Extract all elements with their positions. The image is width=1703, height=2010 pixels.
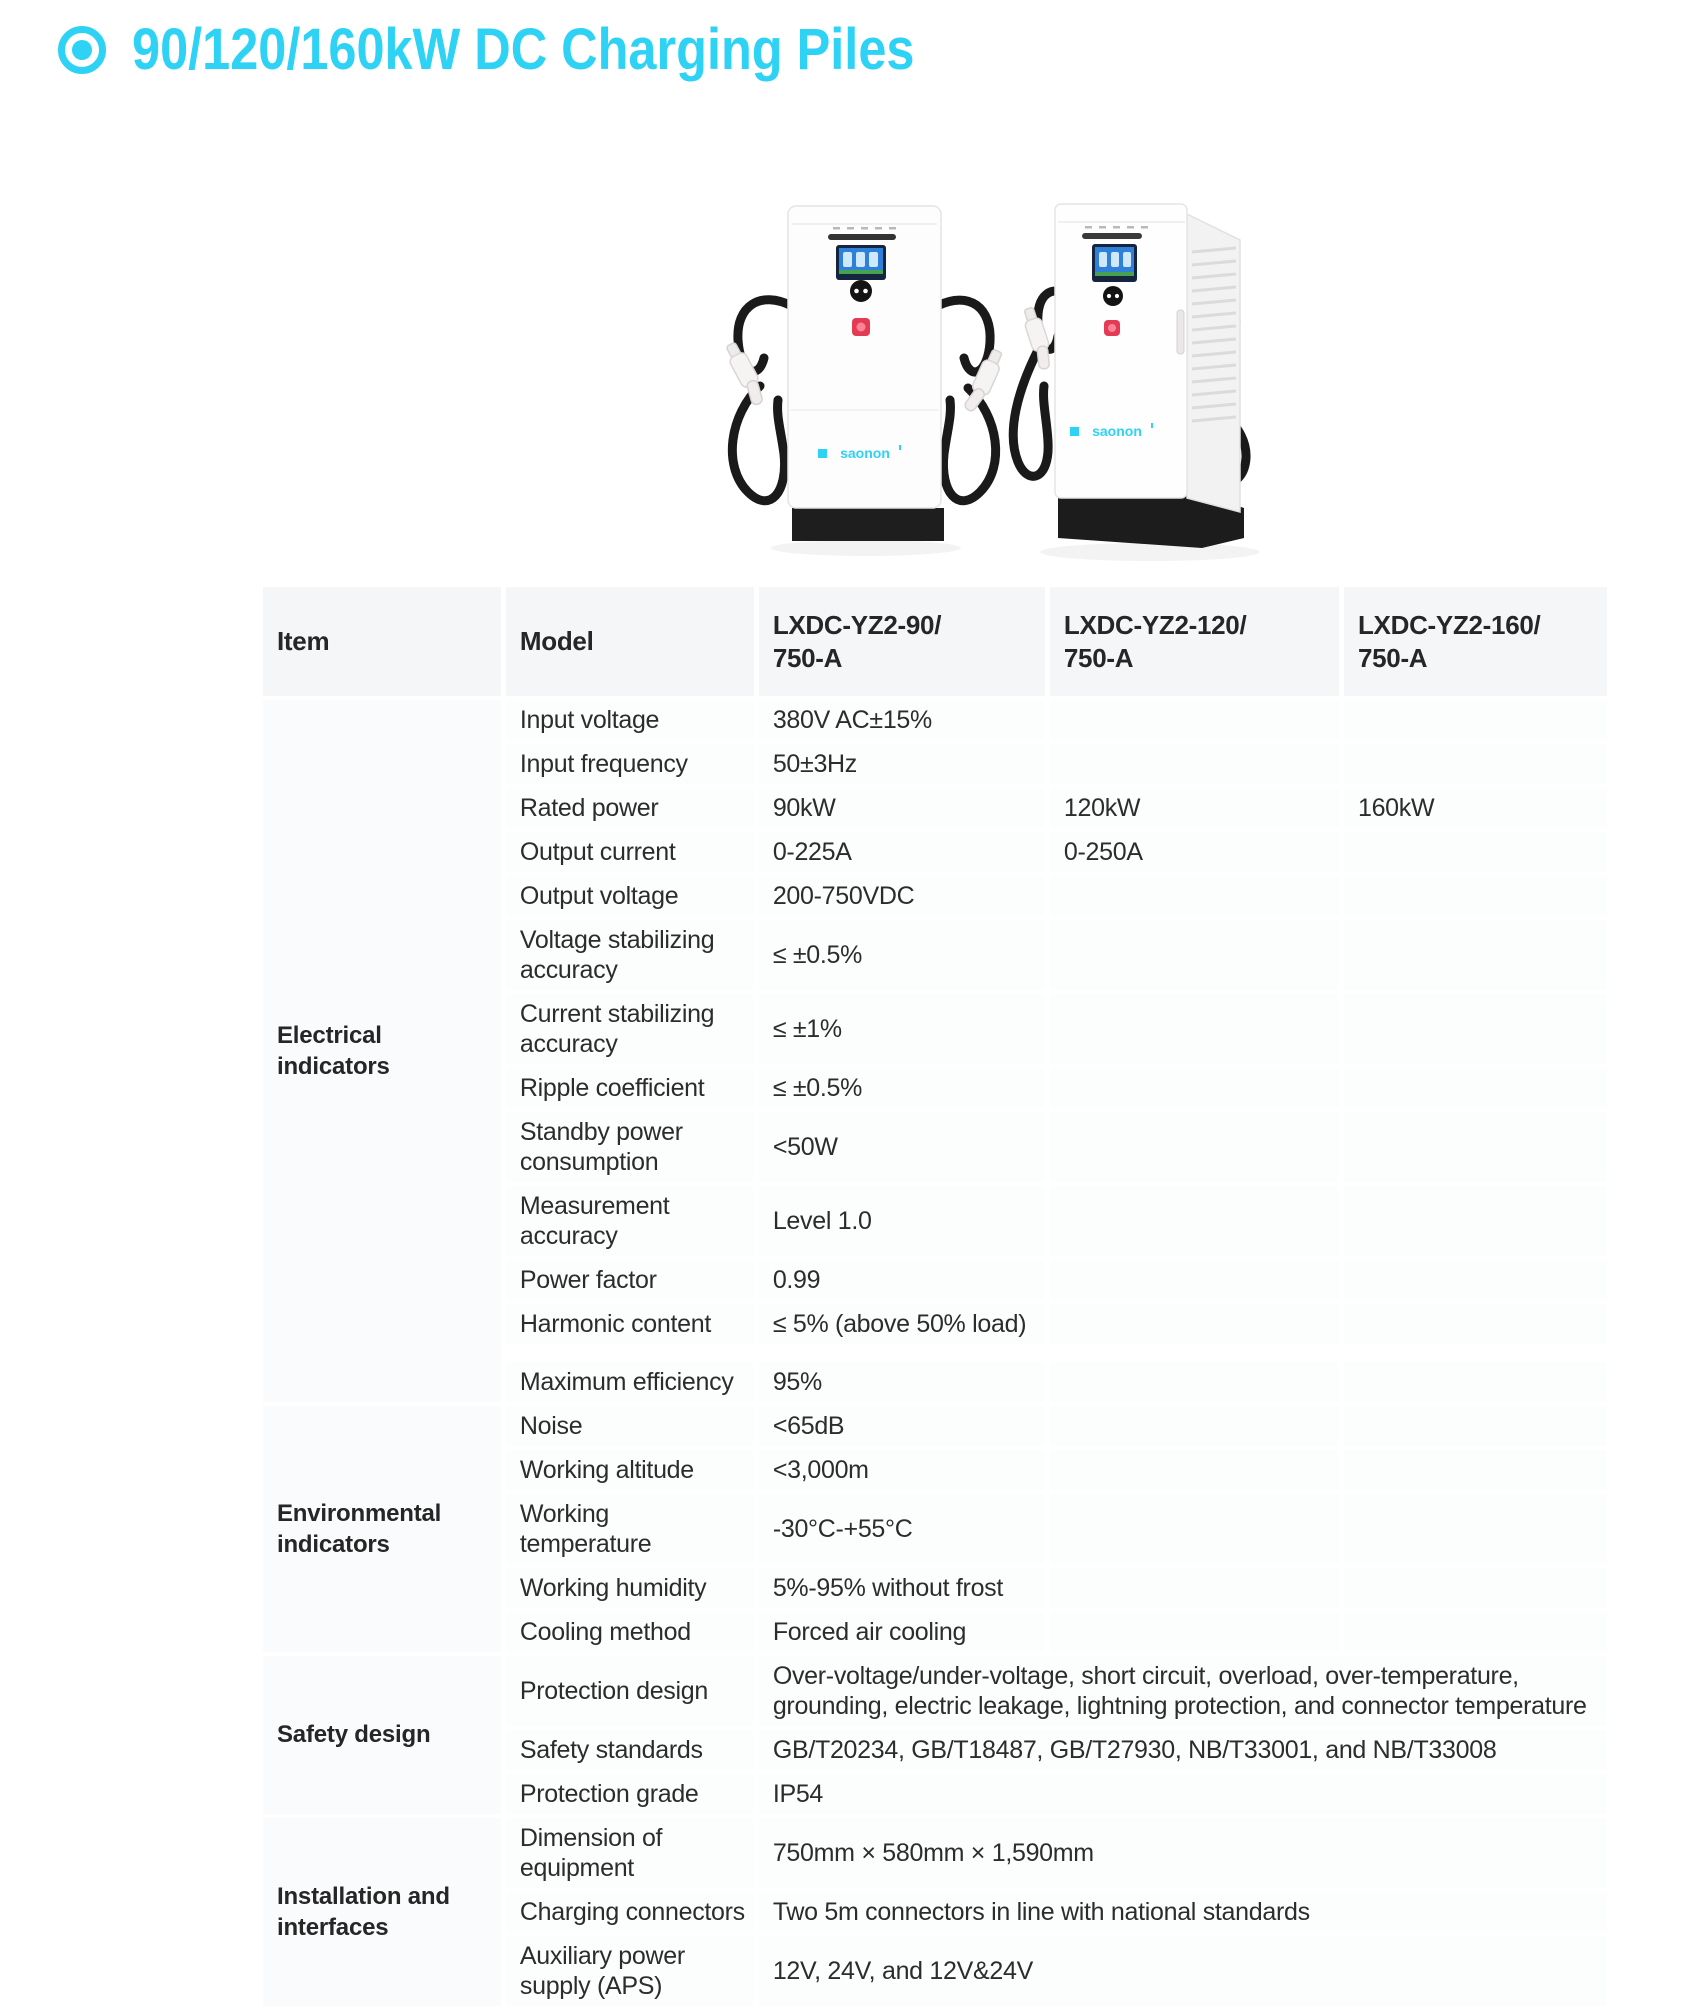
value-cell bbox=[1344, 1494, 1607, 1564]
value-cell bbox=[1344, 1186, 1607, 1256]
param-cell: Ripple coefficient bbox=[506, 1068, 754, 1108]
charging-pile-front bbox=[722, 206, 1006, 541]
brand-mark bbox=[1070, 427, 1079, 436]
value-cell bbox=[1344, 1112, 1607, 1182]
value-cell bbox=[1050, 1362, 1339, 1402]
group-cell: Safety design bbox=[263, 1656, 501, 1814]
value-cell: 5%-95% without frost bbox=[759, 1568, 1045, 1608]
param-cell: Harmonic content bbox=[506, 1304, 754, 1344]
param-cell: Safety standards bbox=[506, 1730, 754, 1770]
param-cell: Rated power bbox=[506, 788, 754, 828]
param-cell: Maximum efficiency bbox=[506, 1362, 754, 1402]
value-cell bbox=[1344, 1450, 1607, 1490]
group-cell: Environmental indicators bbox=[263, 1406, 501, 1652]
page-header bbox=[58, 16, 1031, 83]
param-cell: Voltage stabilizing accuracy bbox=[506, 920, 754, 990]
param-cell: Working temperature bbox=[506, 1494, 754, 1564]
column-header-model: Model bbox=[506, 587, 754, 696]
column-header-model-160 bbox=[1344, 587, 1607, 696]
param-cell: Cooling method bbox=[506, 1612, 754, 1652]
ground-shadow bbox=[1040, 543, 1260, 561]
param-cell: Power factor bbox=[506, 1260, 754, 1300]
value-cell: 0.99 bbox=[759, 1260, 1045, 1300]
value-cell bbox=[1050, 920, 1339, 990]
value-cell: 90kW bbox=[759, 788, 1045, 828]
value-cell bbox=[1050, 1612, 1339, 1652]
value-cell: 200-750VDC bbox=[759, 876, 1045, 916]
value-cell: 120kW bbox=[1050, 788, 1339, 828]
value-cell bbox=[1344, 876, 1607, 916]
param-cell: Input voltage bbox=[506, 700, 754, 740]
value-cell bbox=[1344, 1068, 1607, 1108]
value-cell bbox=[1050, 700, 1339, 740]
value-cell: 50±3Hz bbox=[759, 744, 1045, 784]
value-cell: Forced air cooling bbox=[759, 1612, 1045, 1652]
value-cell: IP54 bbox=[759, 1774, 1607, 1814]
brand-mark bbox=[818, 449, 827, 458]
value-cell bbox=[1344, 1406, 1607, 1446]
card-slot bbox=[828, 234, 896, 240]
product-image bbox=[700, 148, 1260, 572]
svg-text:saonon: saonon bbox=[1092, 423, 1142, 439]
param-cell: Noise bbox=[506, 1406, 754, 1446]
value-cell: Level 1.0 bbox=[759, 1186, 1045, 1256]
param-cell: Measurement accuracy bbox=[506, 1186, 754, 1256]
value-cell bbox=[1344, 1568, 1607, 1608]
value-cell bbox=[1050, 876, 1339, 916]
model-name-line: 750-A bbox=[772, 642, 843, 673]
spec-table bbox=[258, 583, 1612, 2010]
param-cell: Input frequency bbox=[506, 744, 754, 784]
value-cell bbox=[1050, 1568, 1339, 1608]
door-handle bbox=[1177, 310, 1184, 354]
param-cell: Working humidity bbox=[506, 1568, 754, 1608]
value-cell bbox=[1050, 1494, 1339, 1564]
side-panel bbox=[1187, 214, 1240, 512]
value-cell: Over-voltage/under-voltage, short circuit, overload, over-temperature, grounding, electric leakage, lightning protection, and connector temperature bbox=[759, 1656, 1607, 1726]
value-cell: <50W bbox=[759, 1112, 1045, 1182]
value-cell: 160kW bbox=[1344, 788, 1607, 828]
table-row bbox=[263, 700, 1607, 740]
spec-table-body bbox=[263, 700, 1607, 2006]
value-cell bbox=[1344, 744, 1607, 784]
model-name-line: 750-A bbox=[1063, 642, 1134, 673]
value-cell bbox=[1050, 1304, 1339, 1344]
value-cell bbox=[1050, 744, 1339, 784]
value-cell bbox=[1050, 1068, 1339, 1108]
column-header-model-90 bbox=[759, 587, 1045, 696]
value-cell bbox=[1344, 1362, 1607, 1402]
display-screen bbox=[836, 245, 886, 280]
value-cell bbox=[1344, 1304, 1607, 1344]
value-cell bbox=[1050, 1406, 1339, 1446]
group-cell: Electrical indicators bbox=[263, 700, 501, 1402]
emergency-stop-button bbox=[850, 280, 872, 302]
status-indicator-light bbox=[852, 318, 870, 336]
value-cell: 750mm × 580mm × 1,590mm bbox=[759, 1818, 1607, 1888]
param-cell: Auxiliary power supply (APS) bbox=[506, 1936, 754, 2006]
value-cell bbox=[1344, 1260, 1607, 1300]
value-cell bbox=[1344, 1612, 1607, 1652]
value-cell bbox=[1050, 1450, 1339, 1490]
emergency-stop-button bbox=[1103, 286, 1123, 306]
value-cell bbox=[1050, 1186, 1339, 1256]
display-screen bbox=[1092, 244, 1137, 282]
status-indicator-light bbox=[1104, 320, 1120, 336]
value-cell: ≤ ±0.5% bbox=[759, 920, 1045, 990]
value-cell: 12V, 24V, and 12V&24V bbox=[759, 1936, 1607, 2006]
charging-piles-illustration bbox=[700, 148, 1260, 572]
page-title: 90/120/160kW DC Charging Piles bbox=[132, 17, 915, 82]
value-cell bbox=[1344, 700, 1607, 740]
value-cell: GB/T20234, GB/T18487, GB/T27930, NB/T33001, and NB/T33008 bbox=[759, 1730, 1607, 1770]
value-cell: ≤ ±1% bbox=[759, 994, 1045, 1064]
value-cell: ≤ 5% (above 50% load) bbox=[759, 1304, 1045, 1344]
param-cell: Current stabilizing accuracy bbox=[506, 994, 754, 1064]
param-cell: Output voltage bbox=[506, 876, 754, 916]
param-cell: Charging connectors bbox=[506, 1892, 754, 1932]
model-name-line: LXDC-YZ2-160/ bbox=[1357, 610, 1541, 640]
ground-shadow bbox=[771, 540, 961, 556]
value-cell bbox=[1344, 832, 1607, 872]
model-name-line: LXDC-YZ2-90/ bbox=[772, 610, 942, 640]
model-name-line: LXDC-YZ2-120/ bbox=[1063, 610, 1247, 640]
card-slot bbox=[1082, 233, 1142, 239]
param-cell: Standby power consumption bbox=[506, 1112, 754, 1182]
param-cell: Working altitude bbox=[506, 1450, 754, 1490]
param-cell: Dimension of equipment bbox=[506, 1818, 754, 1888]
value-cell: -30°C-+55°C bbox=[759, 1494, 1045, 1564]
value-cell: 0-225A bbox=[759, 832, 1045, 872]
param-cell: Protection grade bbox=[506, 1774, 754, 1814]
model-name-line: 750-A bbox=[1357, 642, 1428, 673]
value-cell: 380V AC±15% bbox=[759, 700, 1045, 740]
table-header-row bbox=[263, 587, 1607, 696]
bullseye-icon bbox=[58, 26, 106, 74]
value-cell: ≤ ±0.5% bbox=[759, 1068, 1045, 1108]
value-cell bbox=[1344, 994, 1607, 1064]
table-row bbox=[263, 1406, 1607, 1446]
pile-base bbox=[792, 508, 944, 541]
svg-text:saonon: saonon bbox=[840, 445, 890, 461]
value-cell: Two 5m connectors in line with national standards bbox=[759, 1892, 1607, 1932]
value-cell bbox=[1050, 1112, 1339, 1182]
table-row bbox=[263, 1656, 1607, 1726]
column-header-item: Item bbox=[263, 587, 501, 696]
column-header-model-120 bbox=[1050, 587, 1339, 696]
param-cell: Protection design bbox=[506, 1656, 754, 1726]
value-cell bbox=[1344, 920, 1607, 990]
value-cell: <65dB bbox=[759, 1406, 1045, 1446]
value-cell bbox=[1050, 1260, 1339, 1300]
group-cell: Installation and interfaces bbox=[263, 1818, 501, 2006]
table-row bbox=[263, 1818, 1607, 1888]
param-cell: Output current bbox=[506, 832, 754, 872]
value-cell: 0-250A bbox=[1050, 832, 1339, 872]
value-cell bbox=[1050, 994, 1339, 1064]
charging-pile-side bbox=[1013, 204, 1246, 548]
value-cell: <3,000m bbox=[759, 1450, 1045, 1490]
value-cell: 95% bbox=[759, 1362, 1045, 1402]
